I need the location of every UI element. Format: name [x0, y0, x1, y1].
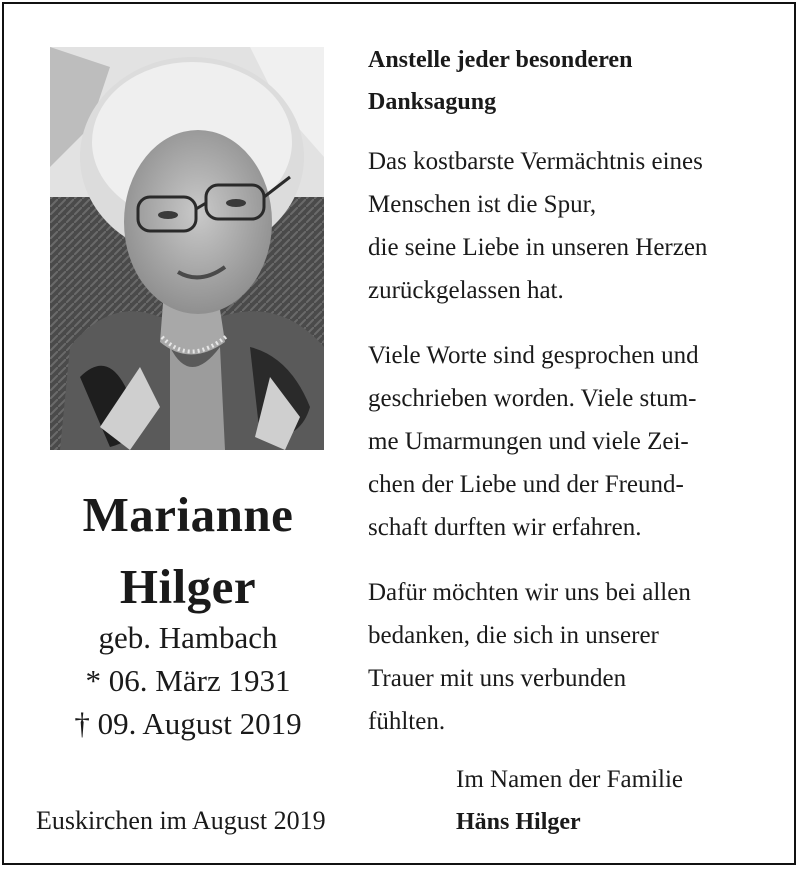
paragraph-line: Menschen ist die Spur,	[368, 191, 597, 218]
paragraph-line: schaft durften wir erfahren.	[368, 514, 642, 541]
paragraph-thanks	[368, 571, 788, 743]
signature-label: Im Namen der Familie	[456, 766, 684, 793]
portrait-photo	[50, 47, 324, 450]
paragraph-line: chen der Liebe und der Freund-	[368, 471, 684, 498]
place-date: Euskirchen im August 2019	[36, 806, 326, 835]
paragraph-line: fühlten.	[368, 708, 446, 735]
paragraph-line: me Umarmungen und viele Zei-	[368, 428, 689, 455]
paragraph-line: bedanken, die sich in unserer	[368, 622, 659, 649]
death-date: † 09. August 2019	[74, 706, 302, 741]
deceased-last-name: Hilger	[119, 559, 257, 614]
birth-date: * 06. März 1931	[85, 663, 291, 698]
signature-name: Häns Hilger	[456, 809, 581, 835]
maiden-name: geb. Hambach	[98, 620, 278, 655]
paragraph-legacy	[368, 140, 788, 312]
paragraph-words	[368, 334, 788, 549]
paragraph-line: Das kostbarste Vermächtnis eines	[368, 148, 703, 175]
paragraph-line: die seine Liebe in unseren Herzen	[368, 234, 708, 261]
paragraph-line: zurückgelassen hat.	[368, 277, 564, 304]
notice-frame	[2, 2, 796, 865]
deceased-first-name: Marianne	[82, 487, 294, 542]
paragraph-line: Viele Worte sind gesprochen und	[368, 342, 699, 369]
heading-line-2: Danksagung	[368, 89, 497, 115]
paragraph-line: geschrieben worden. Viele stum-	[368, 385, 697, 412]
paragraph-line: Dafür möchten wir uns bei allen	[368, 579, 691, 606]
paragraph-line: Trauer mit uns verbunden	[368, 665, 627, 692]
heading-line-1: Anstelle jeder besonderen	[368, 47, 633, 73]
